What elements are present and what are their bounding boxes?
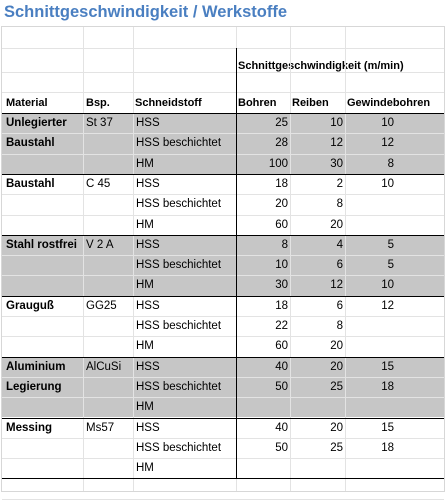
table-cell-tool: HSS — [136, 299, 160, 312]
table-cell-reaming: 20 — [330, 421, 343, 434]
table-cell-example — [86, 275, 132, 295]
table-cell-drilling: 50 — [275, 441, 288, 454]
col-header-tool: Schneidstoff — [135, 97, 202, 109]
table-cell-tapping: 10 — [381, 177, 394, 190]
table-cell-material — [6, 316, 82, 336]
col-header-reaming: Reiben — [292, 97, 329, 109]
table-cell-reaming: 20 — [330, 360, 343, 373]
table-cell-example — [86, 377, 132, 397]
table-cell-drilling: 18 — [275, 299, 288, 312]
table-cell-reaming — [292, 397, 343, 417]
table-cell-drilling: 28 — [275, 137, 288, 150]
table-cell-reaming: 12 — [330, 279, 343, 292]
table-cell-reaming: 6 — [336, 299, 343, 312]
table-cell-drilling: 18 — [275, 177, 288, 190]
table-cell-tapping — [347, 458, 394, 478]
table-cell-example — [86, 154, 132, 174]
table-cell-example: C 45 — [86, 177, 111, 190]
table-cell-tapping — [347, 215, 394, 235]
table-cell-drilling: 30 — [275, 279, 288, 292]
table-cell-example — [86, 397, 132, 417]
table-cell-material: Baustahl — [6, 137, 55, 150]
grid-line-horizontal — [2, 72, 444, 73]
table-cell-material: Stahl rostfrei — [6, 238, 77, 251]
table-cell-reaming: 10 — [330, 117, 343, 129]
table-cell-material — [6, 255, 82, 275]
table-cell-example — [86, 215, 132, 235]
grid-line-vertical — [133, 27, 134, 491]
table-cell-material — [6, 397, 82, 417]
table-cell-tool: HM — [136, 279, 154, 292]
table-cell-example: AlCuSi — [86, 360, 122, 373]
border-group-separator — [2, 478, 444, 479]
table-cell-material — [6, 458, 82, 478]
table-cell-example — [86, 194, 132, 214]
table-cell-example — [86, 133, 132, 153]
table-cell-drilling: 50 — [275, 380, 288, 393]
table-cell-material: Messing — [6, 421, 53, 434]
table-cell-tool: HSS beschichtet — [136, 441, 222, 454]
table-cell-reaming: 20 — [330, 218, 343, 231]
table-cell-reaming — [292, 458, 343, 478]
table-cell-tapping: 15 — [381, 360, 394, 373]
table-cell-example — [86, 336, 132, 356]
table-cell-tapping: 12 — [381, 137, 394, 150]
table-cell-tool: HM — [136, 462, 154, 475]
table-cell-tool: HSS beschichtet — [136, 137, 222, 150]
table-cell-tool: HM — [136, 340, 154, 353]
table-cell-tapping: 18 — [381, 380, 394, 393]
table-cell-tool: HSS — [136, 360, 160, 373]
table-cell-reaming: 2 — [336, 177, 343, 190]
table-cell-material — [6, 215, 82, 235]
table-cell-tool: HSS beschichtet — [136, 380, 222, 393]
grid-line-vertical — [83, 27, 84, 491]
table-cell-tapping: 12 — [381, 299, 394, 312]
table-cell-tapping: 10 — [381, 279, 394, 292]
table-cell-tool: HSS — [136, 117, 160, 129]
table-cell-material — [6, 438, 82, 458]
table-cell-reaming: 12 — [330, 137, 343, 150]
table-cell-drilling: 40 — [275, 360, 288, 373]
col-header-drilling: Bohren — [238, 97, 277, 109]
group-header-cutting-speed: Schnittgeschwindigkeit (m/min) — [238, 60, 404, 72]
table-cell-tapping — [347, 397, 394, 417]
table-cell-example: GG25 — [86, 299, 117, 312]
table-cell-tool: HSS — [136, 238, 160, 251]
col-header-example: Bsp. — [86, 97, 110, 109]
table-cell-drilling: 60 — [275, 340, 288, 353]
table-cell-material — [6, 275, 82, 295]
table-cell-tool: HSS — [136, 177, 160, 190]
col-header-material: Material — [6, 97, 48, 109]
table-cell-drilling: 25 — [275, 117, 288, 129]
table-cell-example — [86, 316, 132, 336]
table-cell-tool: HM — [136, 157, 154, 170]
sheet-title: Schnittgeschwindigkeit / Werkstoffe — [4, 3, 287, 21]
table-cell-material: Baustahl — [6, 177, 55, 190]
table-cell-reaming: 6 — [336, 259, 343, 272]
table-cell-tapping: 5 — [387, 238, 394, 251]
grid-line-vertical — [290, 27, 291, 491]
table-cell-material — [6, 336, 82, 356]
grid-line-horizontal — [2, 48, 444, 49]
table-cell-drilling — [238, 458, 288, 478]
table-cell-tapping: 5 — [387, 259, 394, 272]
table-cell-reaming: 8 — [336, 320, 343, 332]
table-cell-material — [6, 154, 82, 174]
table-cell-drilling: 10 — [275, 259, 288, 272]
table-cell-drilling: 60 — [275, 218, 288, 231]
table-cell-tapping: 10 — [381, 117, 394, 129]
table-cell-tool: HSS beschichtet — [136, 198, 222, 211]
table-cell-tool: HSS beschichtet — [136, 259, 222, 272]
table-cell-drilling: 8 — [281, 238, 288, 251]
table-cell-example — [86, 255, 132, 275]
table-cell-reaming: 4 — [336, 238, 343, 251]
table-cell-tapping — [347, 194, 394, 214]
col-header-tapping: Gewindebohren — [347, 97, 431, 109]
table-cell-reaming: 25 — [330, 380, 343, 393]
table-cell-tool: HM — [136, 218, 154, 231]
spreadsheet-table — [1, 26, 445, 492]
table-cell-tapping — [347, 316, 394, 336]
table-cell-drilling: 100 — [268, 157, 288, 170]
table-cell-tool: HSS beschichtet — [136, 320, 222, 332]
table-cell-reaming: 30 — [330, 157, 343, 170]
table-cell-material: Aluminium — [6, 360, 66, 373]
grid-line-horizontal — [2, 92, 444, 93]
table-cell-drilling: 40 — [275, 421, 288, 434]
table-cell-example: V 2 A — [86, 238, 114, 251]
table-cell-material: Unlegierter — [6, 117, 67, 129]
table-cell-reaming: 25 — [330, 441, 343, 454]
table-cell-tapping: 8 — [387, 157, 394, 170]
table-cell-example — [86, 438, 132, 458]
grid-line-vertical — [345, 27, 346, 491]
table-cell-tapping — [347, 336, 394, 356]
table-cell-example: Ms57 — [86, 421, 115, 434]
table-cell-material: Grauguß — [6, 299, 54, 312]
table-cell-drilling: 22 — [275, 320, 288, 332]
table-cell-tapping: 18 — [381, 441, 394, 454]
table-cell-drilling — [238, 397, 288, 417]
table-cell-tool: HSS — [136, 421, 160, 434]
table-cell-reaming: 8 — [336, 198, 343, 211]
table-cell-tool: HM — [136, 401, 154, 414]
table-cell-material — [6, 194, 82, 214]
table-cell-material: Legierung — [6, 380, 62, 393]
table-cell-drilling: 20 — [275, 198, 288, 211]
table-cell-reaming: 20 — [330, 340, 343, 353]
table-cell-tapping: 15 — [381, 421, 394, 434]
table-cell-example — [86, 458, 132, 478]
table-cell-example: St 37 — [86, 117, 113, 129]
